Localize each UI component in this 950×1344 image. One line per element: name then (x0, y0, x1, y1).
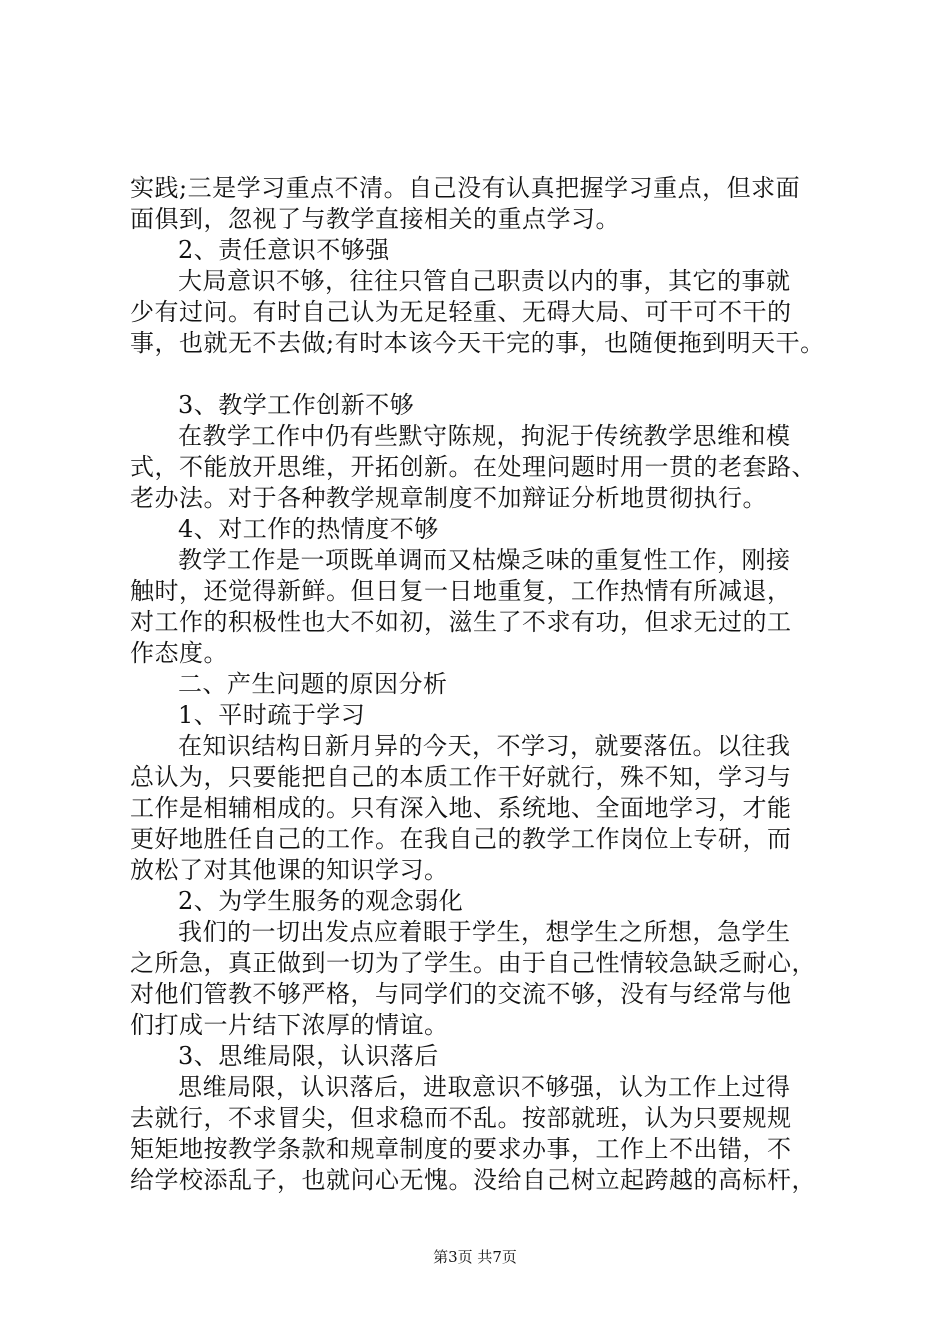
text-line: 矩矩地按教学条款和规章制度的要求办事，工作上不出错，不 (130, 1135, 792, 1163)
page-number-footer: 第3页 共7页 (433, 1248, 517, 1266)
text-line: 面俱到，忽视了与教学直接相关的重点学习。 (130, 205, 620, 233)
text-line: 老办法。对于各种教学规章制度不加辩证分析地贯彻执行。 (130, 484, 767, 512)
chapter-heading: 二、产生问题的原因分析 (178, 670, 448, 698)
text-line: 对工作的积极性也大不如初，滋生了不求有功，但求无过的工 (130, 608, 792, 636)
paragraph-first-line: 大局意识不够，往往只管自己职责以内的事，其它的事就 (178, 267, 791, 295)
text-line: 给学校添乱子，也就问心无愧。没给自己树立起跨越的高标杆， (130, 1166, 816, 1194)
text-line: 式，不能放开思维，开拓创新。在处理问题时用一贯的老套路、 (130, 453, 816, 481)
text-line: 触时，还觉得新鲜。但日复一日地重复，工作热情有所减退， (130, 577, 792, 605)
text-line: 放松了对其他课的知识学习。 (130, 856, 449, 884)
paragraph-first-line: 思维局限，认识落后，进取意识不够强，认为工作上过得 (178, 1073, 791, 1101)
text-line: 作态度。 (130, 639, 228, 667)
document-body (130, 173, 830, 1196)
paragraph-first-line: 我们的一切出发点应着眼于学生，想学生之所想，急学生 (178, 918, 791, 946)
blank-line (130, 359, 830, 390)
section-heading: 3、教学工作创新不够 (178, 391, 415, 419)
text-line: 们打成一片结下浓厚的情谊。 (130, 1011, 449, 1039)
text-line: 少有过问。有时自己认为无足轻重、无碍大局、可干可不干的 (130, 298, 792, 326)
text-line: 去就行，不求冒尖，但求稳而不乱。按部就班，认为只要规规 (130, 1104, 792, 1132)
section-heading: 4、对工作的热情度不够 (178, 515, 439, 543)
paragraph-first-line: 教学工作是一项既单调而又枯燥乏味的重复性工作，刚接 (178, 546, 791, 574)
text-line: 对他们管教不够严格，与同学们的交流不够，没有与经常与他 (130, 980, 792, 1008)
text-line: 工作是相辅相成的。只有深入地、系统地、全面地学习，才能 (130, 794, 792, 822)
section-heading: 3、思维局限，认识落后 (178, 1042, 439, 1070)
text-line: 更好地胜任自己的工作。在我自己的教学工作岗位上专研，而 (130, 825, 792, 853)
paragraph-first-line: 在教学工作中仍有些默守陈规，拘泥于传统教学思维和模 (178, 422, 791, 450)
text-line: 之所急，真正做到一切为了学生。由于自己性情较急缺乏耐心， (130, 949, 816, 977)
text-line: 事，也就无不去做;有时本该今天干完的事，也随便拖到明天干。 (130, 329, 825, 357)
section-heading: 1、平时疏于学习 (178, 701, 366, 729)
section-heading: 2、为学生服务的观念弱化 (178, 887, 464, 915)
text-line: 总认为，只要能把自己的本质工作干好就行，殊不知，学习与 (130, 763, 792, 791)
section-heading: 2、责任意识不够强 (178, 236, 390, 264)
text-line: 实践;三是学习重点不清。自己没有认真把握学习重点，但求面 (130, 174, 801, 202)
paragraph-first-line: 在知识结构日新月异的今天，不学习，就要落伍。以往我 (178, 732, 791, 760)
